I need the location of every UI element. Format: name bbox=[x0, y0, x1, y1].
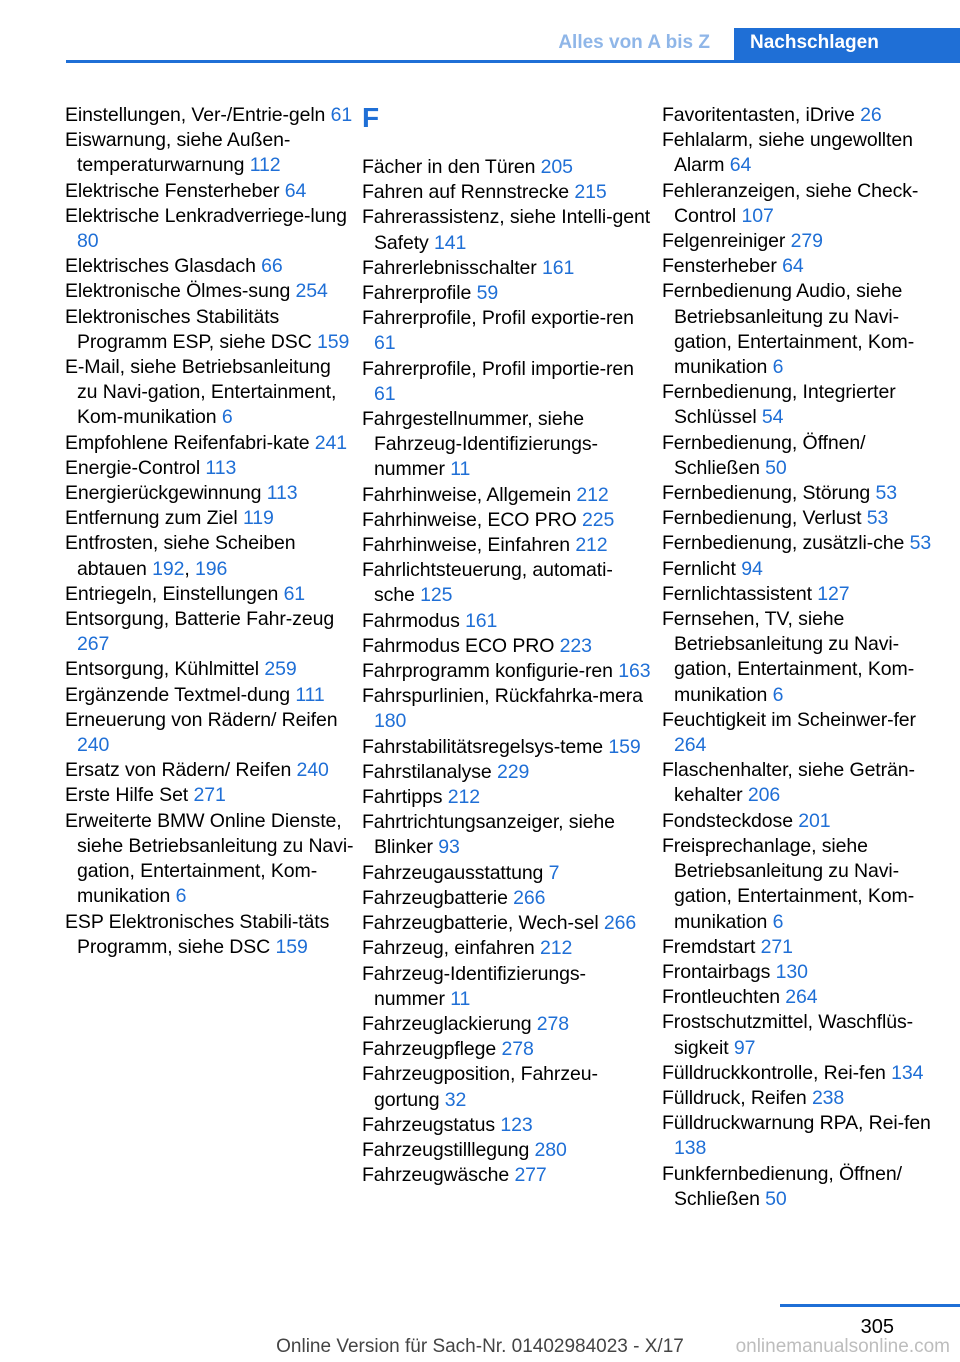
index-entry bbox=[65, 254, 355, 279]
index-entry bbox=[362, 1037, 652, 1062]
index-entry bbox=[65, 431, 355, 456]
page-reference-link[interactable]: 53 bbox=[875, 482, 897, 505]
index-entry bbox=[662, 380, 952, 430]
index-letter-heading: F bbox=[362, 102, 380, 133]
index-entry bbox=[362, 634, 652, 659]
page-reference-link[interactable]: 271 bbox=[193, 784, 226, 807]
page-reference-link[interactable]: 26 bbox=[860, 104, 882, 126]
index-entry-text: Fensterheber bbox=[662, 255, 777, 278]
page-reference-link[interactable]: 61 bbox=[283, 582, 306, 605]
index-entry-text: Erneuerung von Rädern/ Reifen bbox=[65, 708, 338, 731]
index-entry-text: Fahrzeugbatterie, Wech-sel bbox=[362, 912, 599, 935]
page-reference-link[interactable]: 138 bbox=[674, 1137, 707, 1160]
page-number: 305 bbox=[860, 1316, 894, 1338]
index-entry bbox=[362, 1138, 652, 1163]
index-entry-text: Fernbedienung Audio, siehe Betriebsanleitung zu Navi-gation, Entertainment, Kom-munikation bbox=[662, 280, 915, 379]
page-reference-link[interactable]: 212 bbox=[576, 483, 609, 506]
page-reference-link[interactable]: 254 bbox=[295, 280, 328, 303]
index-entry bbox=[65, 506, 355, 531]
page-reference-link[interactable]: 64 bbox=[729, 154, 752, 177]
index-entry bbox=[65, 456, 355, 481]
index-entry bbox=[362, 1062, 652, 1112]
index-entry-text: Fernsehen, TV, siehe Betriebsanleitung zu Navi-gation, Entertainment, Kom-munikation bbox=[662, 608, 915, 706]
index-entry-text: Flaschenhalter, siehe Geträn-kehalter bbox=[662, 759, 915, 807]
index-entry-text: Elektrisches Glasdach bbox=[65, 255, 256, 278]
index-entry-text: Fahrerlebnisschalter bbox=[362, 256, 537, 279]
index-entry-text: Fahrmodus bbox=[362, 609, 460, 632]
page-reference-link[interactable]: 264 bbox=[785, 986, 818, 1009]
index-entry: Entfrosten, siehe Scheiben abtauen 192, 196 bbox=[65, 532, 296, 580]
index-column-3 bbox=[662, 103, 952, 1212]
index-entry-text: Fondsteckdose bbox=[662, 809, 793, 832]
index-entry-text: Fernbedienung, Öffnen/ Schließen bbox=[662, 431, 866, 479]
page-reference-link[interactable]: 123 bbox=[500, 1113, 533, 1136]
index-entry-text: Fehlalarm, siehe ungewollten Alarm bbox=[662, 129, 913, 177]
index-entry bbox=[65, 305, 355, 355]
index-entry-text: Freisprechanlage, siehe Betriebsanleitung zu Navi-gation, Entertainment, Kom-munikation bbox=[662, 834, 915, 933]
index-entry-text: Fahrtrichtungsanzeiger, siehe Blinker bbox=[362, 811, 615, 859]
index-entry bbox=[65, 708, 355, 758]
index-column-1 bbox=[65, 103, 355, 960]
index-entry bbox=[362, 684, 652, 734]
index-entry bbox=[662, 582, 952, 607]
page-reference-link[interactable]: 59 bbox=[476, 282, 499, 305]
index-entry bbox=[362, 357, 652, 407]
index-entry bbox=[362, 407, 652, 483]
index-entry-text: Frontairbags bbox=[662, 960, 771, 983]
page-reference-link[interactable]: 212 bbox=[575, 534, 608, 557]
page-reference-link[interactable]: 11 bbox=[450, 458, 471, 481]
index-entry-text: Elektronisches Stabilitäts Programm ESP, siehe DSC bbox=[65, 305, 312, 353]
page-reference-link[interactable]: 53 bbox=[909, 532, 932, 555]
index-entry-text: ESP Elektronisches Stabili-täts Programm, siehe DSC bbox=[65, 910, 330, 958]
watermark: onlinemanualsonline.com bbox=[735, 1336, 950, 1357]
header-bar bbox=[66, 28, 960, 63]
index-entry bbox=[65, 683, 355, 708]
index-entry-text: Entsorgung, Kühlmittel bbox=[65, 658, 259, 681]
page-reference-link[interactable]: 180 bbox=[374, 710, 407, 733]
index-entry bbox=[662, 708, 952, 758]
index-entry-text: Entfernung zum Ziel bbox=[65, 507, 238, 530]
page-reference-link[interactable]: 127 bbox=[817, 582, 850, 605]
index-entry bbox=[362, 558, 652, 608]
index-entry bbox=[362, 936, 652, 961]
page-reference-link[interactable]: 225 bbox=[581, 508, 615, 531]
chapter-tab: Nachschlagen bbox=[734, 28, 960, 60]
index-entry-text: Erste Hilfe Set bbox=[65, 784, 189, 807]
page-reference-link[interactable]: 229 bbox=[496, 760, 530, 783]
index-entry bbox=[65, 179, 355, 204]
page-reference-link[interactable]: 215 bbox=[574, 181, 607, 204]
index-entry bbox=[662, 985, 952, 1010]
page-reference-link[interactable]: 196 bbox=[195, 557, 228, 580]
index-entry-text: Fahrzeugbatterie bbox=[362, 886, 508, 909]
page-reference-link[interactable]: 54 bbox=[761, 406, 784, 429]
index-entry bbox=[662, 557, 952, 582]
index-entry-text: Elektrische Fensterheber bbox=[65, 179, 280, 202]
index-entry bbox=[362, 735, 652, 760]
index-entry-text: Felgenreiniger bbox=[662, 230, 786, 253]
index-entry-text: Fahrstilanalyse bbox=[362, 760, 492, 783]
index-entry bbox=[65, 103, 355, 128]
page-reference-link[interactable]: 119 bbox=[242, 507, 274, 530]
page-reference-link[interactable]: 278 bbox=[536, 1012, 570, 1035]
index-entry bbox=[362, 180, 652, 205]
page-reference-link[interactable]: 125 bbox=[420, 584, 453, 607]
page-reference-link[interactable]: 64 bbox=[782, 255, 804, 278]
index-entry bbox=[362, 659, 652, 684]
index-entry bbox=[362, 886, 652, 911]
page-reference-link[interactable]: 111 bbox=[295, 683, 325, 706]
page-reference-link[interactable]: 113 bbox=[266, 482, 298, 505]
index-entry-text: Fahrerassistenz, siehe Intelli-gent Safety bbox=[362, 206, 651, 254]
index-entry bbox=[362, 609, 652, 634]
page-reference-link[interactable]: 6 bbox=[772, 910, 784, 933]
index-entry bbox=[662, 1010, 952, 1060]
index-entry-text: Fahrzeugposition, Fahrzeu-gortung bbox=[362, 1063, 598, 1111]
index-entry bbox=[362, 508, 652, 533]
index-entry-text: Fahrstabilitätsregelsys-teme bbox=[362, 735, 604, 758]
page-reference-link[interactable]: 159 bbox=[317, 330, 350, 353]
page-reference-link[interactable]: 93 bbox=[438, 836, 460, 859]
section-tab: Alles von A bis Z bbox=[558, 32, 710, 53]
index-entry-text: Energie-Control bbox=[65, 456, 201, 479]
page-reference-link[interactable]: 271 bbox=[760, 935, 793, 958]
page-reference-link[interactable]: 61 bbox=[330, 104, 353, 126]
page-reference-link[interactable]: 11 bbox=[450, 987, 471, 1010]
index-entry-text: Fahrerprofile, Profil importie-ren bbox=[362, 357, 634, 380]
page-reference-link[interactable]: 279 bbox=[790, 230, 823, 253]
index-entry bbox=[362, 760, 652, 785]
index-entry bbox=[65, 657, 355, 682]
index-entry-text: Fächer in den Türen bbox=[362, 156, 536, 178]
index-entry bbox=[65, 355, 355, 431]
index-entry-text: Fülldruckwarnung RPA, Rei-fen bbox=[662, 1112, 931, 1135]
index-entry bbox=[362, 205, 652, 255]
page-reference-link[interactable]: 266 bbox=[513, 886, 546, 909]
index-entry-text: Fernbedienung, Verlust bbox=[662, 507, 862, 530]
index-entry bbox=[362, 962, 652, 1012]
index-entry-text: Empfohlene Reifenfabri-kate bbox=[65, 431, 310, 454]
index-entry bbox=[362, 861, 652, 886]
page-reference-link[interactable]: 201 bbox=[798, 809, 831, 832]
index-entry-text: Frontleuchten bbox=[662, 986, 780, 1009]
index-entry-text: Fahrzeugpflege bbox=[362, 1038, 497, 1061]
index-entry bbox=[65, 128, 355, 178]
index-entry bbox=[65, 481, 355, 506]
index-entry bbox=[362, 785, 652, 810]
index-entry bbox=[662, 179, 952, 229]
page-reference-link[interactable]: 212 bbox=[539, 937, 573, 960]
page-reference-link[interactable]: 7 bbox=[548, 861, 560, 884]
page-reference-link[interactable]: 266 bbox=[603, 912, 637, 935]
index-entry bbox=[65, 582, 355, 607]
page-reference-link[interactable]: 206 bbox=[747, 784, 781, 807]
index-entry bbox=[662, 128, 952, 178]
index-entry bbox=[65, 758, 355, 783]
index-entry bbox=[662, 1061, 952, 1086]
page-reference-link[interactable]: 113 bbox=[205, 456, 237, 479]
page-reference-link[interactable]: 240 bbox=[296, 759, 329, 782]
page-reference-link[interactable]: 66 bbox=[261, 255, 283, 278]
page-reference-link[interactable]: 161 bbox=[465, 609, 498, 632]
index-entry bbox=[362, 1113, 652, 1138]
page-reference-link[interactable]: 61 bbox=[374, 332, 396, 355]
page-reference-link[interactable]: 64 bbox=[284, 179, 307, 202]
page-reference-link[interactable]: 163 bbox=[618, 660, 651, 683]
index-entry bbox=[362, 1012, 652, 1037]
page-reference-link[interactable]: 50 bbox=[765, 456, 787, 479]
index-entry bbox=[65, 809, 355, 910]
index-entry-text: Eiswarnung, siehe Außen-temperaturwarnung bbox=[65, 129, 291, 177]
page-reference-link[interactable]: 161 bbox=[542, 256, 575, 279]
index-entry bbox=[362, 256, 652, 281]
index-entry-text: Energierückgewinnung bbox=[65, 482, 262, 505]
page-reference-link[interactable]: 259 bbox=[264, 658, 297, 681]
index-entry-text: Fahrlichtsteuerung, automati-sche bbox=[362, 559, 613, 607]
index-entry-text: Fahrprogramm konfigurie-ren bbox=[362, 660, 613, 683]
page-reference-link[interactable]: 6 bbox=[175, 885, 187, 908]
index-entry-text: Funkfernbedienung, Öffnen/ Schließen bbox=[662, 1162, 902, 1210]
page-reference-link[interactable]: 264 bbox=[674, 734, 707, 757]
page-reference-link[interactable]: 61 bbox=[374, 382, 396, 405]
page-reference-link[interactable]: 267 bbox=[77, 633, 110, 656]
index-entry bbox=[662, 279, 952, 380]
page-reference-link[interactable]: 241 bbox=[314, 431, 348, 454]
index-entry bbox=[662, 607, 952, 708]
index-entry bbox=[362, 483, 652, 508]
index-entry-text: Elektrische Lenkradverriege-lung bbox=[65, 204, 347, 227]
index-entry-text: Favoritentasten, iDrive bbox=[662, 104, 855, 126]
page-reference-link[interactable]: 112 bbox=[249, 154, 281, 177]
index-entry-text: Fahrzeugstatus bbox=[362, 1113, 496, 1136]
index-entry-text: Fahrmodus ECO PRO bbox=[362, 634, 555, 657]
index-entry bbox=[65, 910, 355, 960]
footer-rule bbox=[780, 1304, 960, 1307]
index-entry bbox=[662, 834, 952, 935]
index-entry bbox=[362, 911, 652, 936]
page-reference-link[interactable]: 159 bbox=[608, 735, 641, 758]
page-reference-link[interactable]: 50 bbox=[765, 1187, 787, 1210]
index-entry-text: Elektronische Ölmes-sung bbox=[65, 280, 291, 303]
index-entry bbox=[65, 783, 355, 808]
index-entry bbox=[662, 229, 952, 254]
page-reference-link[interactable]: 80 bbox=[77, 230, 99, 253]
index-entry-text: Fahrhinweise, Allgemein bbox=[362, 483, 572, 506]
index-entry bbox=[662, 809, 952, 834]
index-entry-text: E-Mail, siehe Betriebsanleitung zu Navi-gation, Entertainment, Kom-munikation bbox=[65, 356, 337, 429]
index-entry bbox=[362, 155, 652, 180]
index-entry-text: Fahrzeugwäsche bbox=[362, 1164, 510, 1187]
page-reference-link[interactable]: 130 bbox=[775, 960, 808, 983]
index-entry bbox=[362, 281, 652, 306]
index-entry-text: Fahrzeug-Identifizierungs-nummer bbox=[362, 962, 586, 1010]
index-entry-text: Fahrerprofile bbox=[362, 282, 472, 305]
index-entry-text: Entriegeln, Einstellungen bbox=[65, 582, 279, 605]
index-entry bbox=[662, 1162, 952, 1212]
online-version-note: Online Version für Sach-Nr. 01402984023 - X/17 bbox=[276, 1336, 684, 1357]
index-entry-text: Fernbedienung, Störung bbox=[662, 482, 871, 505]
index-entry-text: Fahrzeug, einfahren bbox=[362, 937, 535, 960]
index-entry-text: Erweiterte BMW Online Dienste, siehe Betriebsanleitung zu Navi-gation, Entertainment, Kom-munikation bbox=[65, 809, 354, 908]
page-reference-link[interactable]: 107 bbox=[741, 204, 774, 227]
index-entry-text: Fahrtipps bbox=[362, 786, 443, 809]
page-reference-link[interactable]: 212 bbox=[447, 786, 480, 809]
page-reference-link[interactable]: 277 bbox=[514, 1164, 547, 1187]
index-entry bbox=[362, 533, 652, 558]
page-reference-link[interactable]: 141 bbox=[434, 231, 467, 254]
index-column-2 bbox=[362, 103, 652, 1188]
index-entry bbox=[65, 204, 355, 254]
page-reference-link[interactable]: 159 bbox=[275, 935, 308, 958]
index-entry-text: Fahrzeugausstattung bbox=[362, 861, 544, 884]
page-reference-link[interactable]: 205 bbox=[540, 156, 573, 178]
index-entry bbox=[362, 810, 652, 860]
index-entry-text: Fahrgestellnummer, siehe Fahrzeug-Identifizierungs-nummer bbox=[362, 408, 598, 481]
index-entry-text: Fahrhinweise, ECO PRO bbox=[362, 508, 577, 531]
page-reference-link[interactable]: 278 bbox=[501, 1038, 534, 1061]
index-entry-text: Fahrspurlinien, Rückfahrka-mera bbox=[362, 685, 643, 708]
index-entry bbox=[662, 506, 952, 531]
index-entry bbox=[662, 103, 952, 128]
page-reference-link[interactable]: 240 bbox=[77, 734, 110, 757]
page-reference-link[interactable]: 192 bbox=[152, 557, 185, 580]
index-entry-text: Ergänzende Textmel-dung bbox=[65, 683, 290, 706]
index-entry bbox=[662, 935, 952, 960]
page-reference-link[interactable]: 32 bbox=[444, 1088, 467, 1111]
index-entry bbox=[662, 431, 952, 481]
index-entry-text: Fernlichtassistent bbox=[662, 582, 812, 605]
index-entry-text: Fernbedienung, zusätzli-che bbox=[662, 532, 905, 555]
index-entry-text: Entfrosten, siehe Scheiben abtauen bbox=[65, 532, 296, 580]
index-entry bbox=[662, 1111, 952, 1161]
index-entry-text: Ersatz von Rädern/ Reifen bbox=[65, 759, 292, 782]
page-reference-link[interactable]: 223 bbox=[559, 634, 592, 657]
index-entry bbox=[362, 306, 652, 356]
index-entry-text: Fahrerprofile, Profil exportie-ren bbox=[362, 307, 634, 330]
index-entry-text: Fremdstart bbox=[662, 935, 756, 958]
index-entry-text: Fahrhinweise, Einfahren bbox=[362, 534, 570, 557]
index-entry bbox=[65, 607, 355, 657]
page-reference-link[interactable]: 94 bbox=[741, 557, 763, 580]
page-reference-link[interactable]: 6 bbox=[772, 683, 784, 706]
index-entry bbox=[662, 531, 952, 556]
index-entry bbox=[662, 481, 952, 506]
index-entry-text: Feuchtigkeit im Scheinwer-fer bbox=[662, 708, 916, 731]
index-entry-text: Fülldruck, Reifen bbox=[662, 1086, 807, 1109]
index-entry-text: Fehleranzeigen, siehe Check-Control bbox=[662, 179, 919, 227]
index-entry bbox=[362, 1163, 652, 1188]
index-entry-text: Fahrzeuglackierung bbox=[362, 1012, 532, 1035]
index-entry bbox=[662, 1086, 952, 1111]
index-entry bbox=[65, 279, 355, 304]
index-entry-text: Einstellungen, Ver-/Entrie-geln bbox=[65, 104, 326, 126]
page-reference-link[interactable]: 134 bbox=[891, 1061, 924, 1084]
page-reference-link[interactable]: 280 bbox=[534, 1138, 567, 1161]
index-entry-text: Fernlicht bbox=[662, 557, 736, 580]
page-reference-link[interactable]: 97 bbox=[733, 1036, 756, 1059]
index-entry-text: Fahren auf Rennstrecke bbox=[362, 181, 569, 204]
page-reference-link[interactable]: 53 bbox=[866, 507, 889, 530]
index-entry bbox=[662, 758, 952, 808]
index-entry-text: Entsorgung, Batterie Fahr-zeug bbox=[65, 608, 335, 631]
page-reference-link[interactable]: 6 bbox=[221, 406, 233, 429]
index-entry-text: Frostschutzmittel, Waschflüs-sigkeit bbox=[662, 1011, 914, 1059]
index-entry bbox=[662, 960, 952, 985]
index-entry-text: Fahrzeugstilllegung bbox=[362, 1138, 530, 1161]
index-entry-text: Fülldruckkontrolle, Rei-fen bbox=[662, 1061, 886, 1084]
index-entry bbox=[662, 254, 952, 279]
page-reference-link[interactable]: 6 bbox=[772, 356, 784, 379]
index-entry-text: Fernbedienung, Integrierter Schlüssel bbox=[662, 381, 896, 429]
page-reference-link[interactable]: 238 bbox=[811, 1086, 845, 1109]
